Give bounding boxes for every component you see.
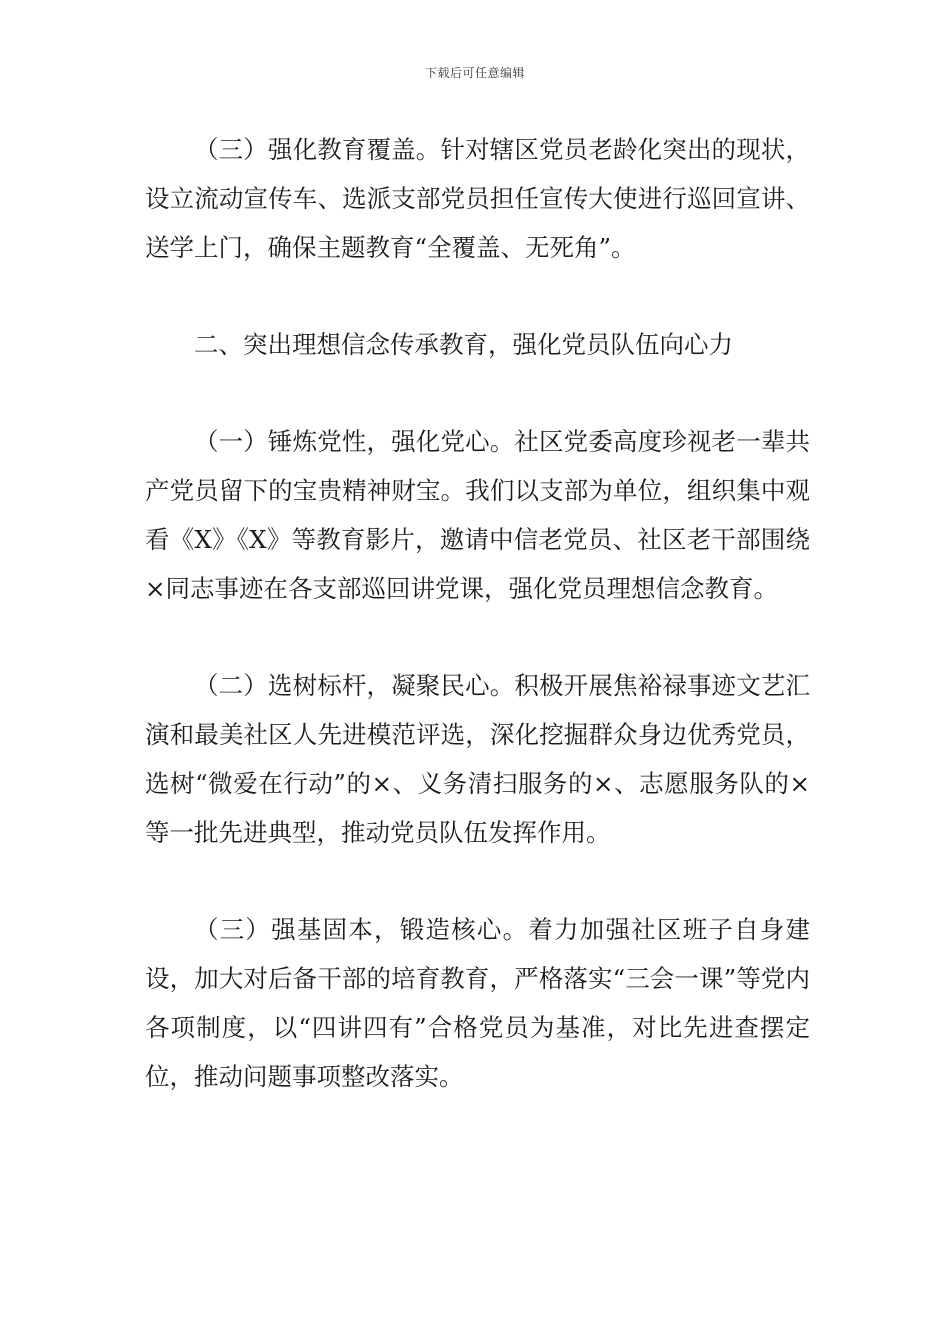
paragraph-strengthen-coverage: （三）强化教育覆盖。针对辖区党员老龄化突出的现状，设立流动宣传车、选派支部党员担任宣传大使进行巡回宣讲、送学上门，确保主题教育“全覆盖、无死角”。 [145,135,810,262]
section-heading-two: 二、突出理想信念传承教育，强化党员队伍向心力 [194,330,733,359]
paragraph-select-models: （二）选树标杆，凝聚民心。积极开展焦裕禄事迹文艺汇演和最美社区人先进模范评选，深化挖掘群众身边优秀党员，选树“微爱在行动”的×、义务清扫服务的×、志愿服务队的×等一批先进典型，推动党员队伍发挥作用。 [145,671,810,847]
paragraph-strengthen-foundation: （三）强基固本，锻造核心。着力加强社区班子自身建设，加大对后备干部的培育教育，严格落实“三会一课”等党内各项制度，以“四讲四有”合格党员为基准，对比先进查摆定位，推动问题事项整改落实。 [145,915,810,1091]
paragraph-temper-party-spirit: （一）锤炼党性，强化党心。社区党委高度珍视老一辈共产党员留下的宝贵精神财宝。我们以支部为单位，组织集中观看《X》《X》等教育影片，邀请中信老党员、社区老干部围绕×同志事迹在各支部巡回讲党课，强化党员理想信念教育。 [145,427,810,603]
header-note: 下载后可任意编辑 [424,66,525,80]
document-body [145,125,810,1101]
